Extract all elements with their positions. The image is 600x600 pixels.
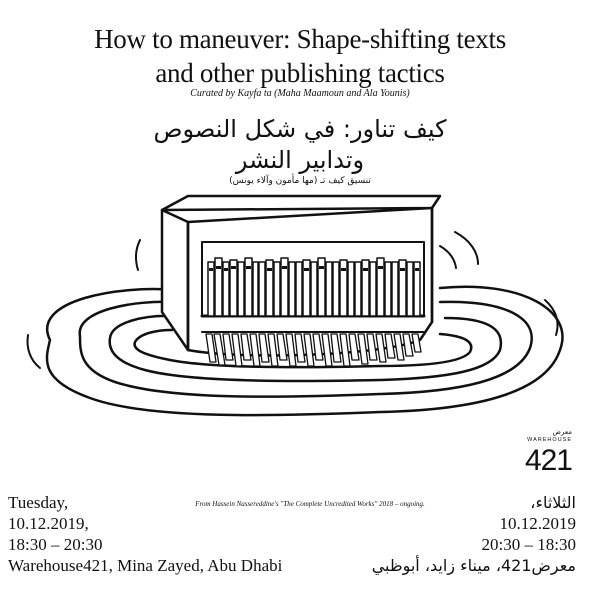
event-time-arabic: 20:30 – 18:30: [481, 535, 576, 554]
event-info-english: [8, 492, 282, 576]
event-venue-arabic: معرض421، ميناء زايد، أبوظبي: [371, 556, 576, 575]
event-day-arabic: الثلاثاء،: [530, 493, 576, 512]
arabic-title-line-2: وتدابير النشر: [235, 146, 365, 174]
title-line-2: and other publishing tactics: [155, 58, 445, 88]
event-date-arabic: 10.12.2019: [499, 514, 576, 533]
arabic-curated-by: تنسيق كيف تـ (مها مأمون وآلاء يونس): [229, 176, 371, 186]
warehouse421-logo: [522, 428, 572, 476]
logo-number: 421: [524, 444, 572, 477]
event-venue: Warehouse421, Mina Zayed, Abu Dhabi: [8, 556, 283, 575]
logo-arabic: معرض: [552, 428, 572, 436]
title-line-1: How to maneuver: Shape-shifting texts: [94, 24, 506, 54]
artwork-caption: From Hassein Nassereddine's "The Complete Uncredited Works" 2018 – ongoing.: [195, 500, 425, 508]
bookshelf-floating-icon: [0, 185, 600, 485]
event-time: 18:30 – 20:30: [8, 535, 103, 554]
arabic-title-line-1: كيف تناور: في شكل النصوص: [153, 115, 447, 143]
logo-english: WAREHOUSE: [527, 437, 572, 443]
event-date: 10.12.2019,: [8, 514, 89, 533]
event-day: Tuesday,: [8, 493, 69, 512]
event-info-arabic: [372, 492, 576, 576]
curated-by: Curated by Kayfa ta (Maha Maamoun and Ala Younis): [190, 88, 410, 99]
